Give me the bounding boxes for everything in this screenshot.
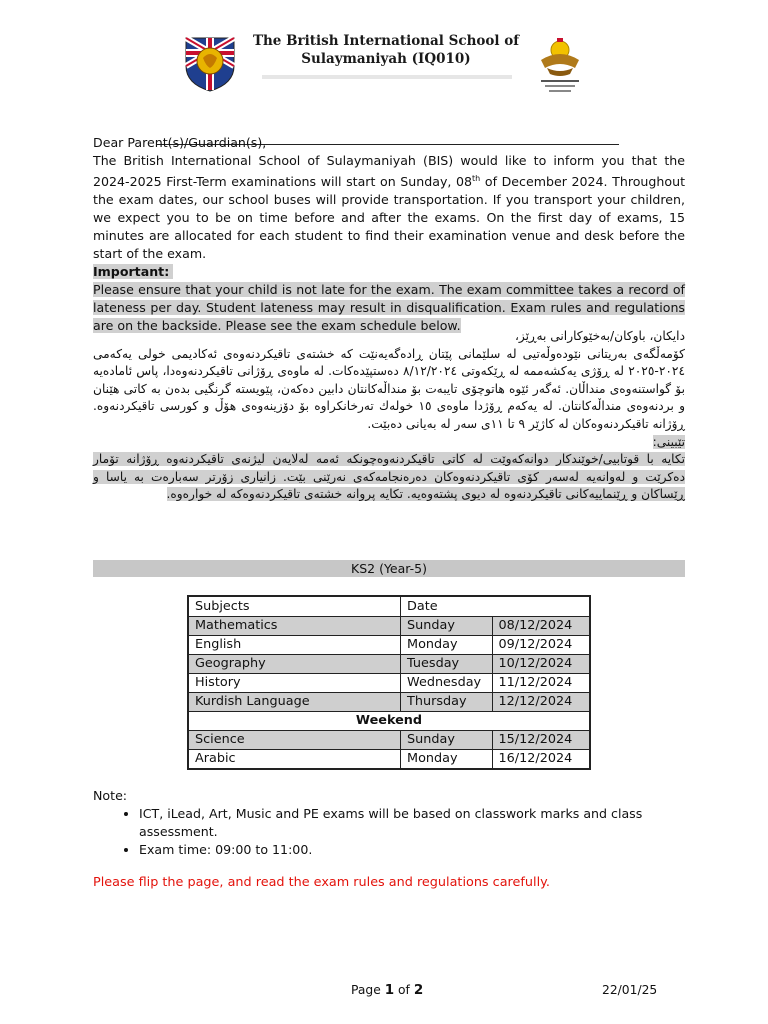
subject-cell: Mathematics bbox=[188, 617, 401, 636]
page-current: 1 bbox=[384, 982, 395, 998]
header-subjects: Subjects bbox=[188, 596, 401, 617]
schedule-title-bar: KS2 (Year-5) bbox=[93, 560, 685, 577]
day-cell: Wednesday bbox=[401, 674, 492, 693]
day-cell: Sunday bbox=[401, 731, 492, 750]
subject-cell: History bbox=[188, 674, 401, 693]
date-cell: 16/12/2024 bbox=[492, 750, 590, 770]
date-cell: 08/12/2024 bbox=[492, 617, 590, 636]
page-word: Page bbox=[351, 983, 381, 997]
date-cell: 15/12/2024 bbox=[492, 731, 590, 750]
kurdish-letter bbox=[93, 328, 685, 504]
flip-page-notice: Please flip the page, and read the exam rules and regulations carefully. bbox=[93, 875, 550, 890]
list-item: • ICT, iLead, Art, Music and PE exams will be based on classwork marks and class assessment. bbox=[139, 805, 685, 841]
day-cell: Monday bbox=[401, 636, 492, 655]
subject-cell: Kurdish Language bbox=[188, 693, 401, 712]
header-date: Date bbox=[401, 596, 590, 617]
weekend-row bbox=[188, 712, 590, 731]
footer-date: 22/01/25 bbox=[602, 983, 658, 997]
day-cell: Monday bbox=[401, 750, 492, 770]
table-row bbox=[188, 750, 590, 770]
date-cell: 09/12/2024 bbox=[492, 636, 590, 655]
school-name-line-2: Sulaymaniyah (IQ010) bbox=[301, 51, 471, 67]
note-label: Note: bbox=[93, 788, 128, 803]
weekend-label: Weekend bbox=[188, 712, 590, 731]
table-row bbox=[188, 731, 590, 750]
kurdish-note-heading bbox=[93, 434, 685, 452]
salutation: Dear Parent(s)/Guardian(s), bbox=[93, 135, 267, 150]
kurdistan-emblem-logo bbox=[535, 30, 585, 96]
header-subtitle-graphic bbox=[262, 72, 512, 82]
kurdish-note-paragraph bbox=[93, 451, 685, 504]
kurdish-note-label: تێبینی: bbox=[652, 434, 685, 449]
important-label: Important: bbox=[93, 264, 173, 279]
important-text: Please ensure that your child is not late for the exam. The exam committee takes a record of lateness per day. Student lateness may result in disqualification. Exam rules and regulations are on the backside. Please see the exam schedule below. bbox=[93, 282, 685, 334]
exam-schedule-table bbox=[187, 595, 591, 770]
letterhead bbox=[0, 28, 768, 118]
table-row bbox=[188, 693, 590, 712]
note-list bbox=[93, 805, 685, 859]
school-name bbox=[244, 32, 528, 68]
list-item: • Exam time: 09:00 to 11:00. bbox=[139, 841, 685, 859]
kurdish-paragraph: کۆمەڵگەی بەریتانی نێودەوڵەتیی لە سلێمانی پێتان ڕادەگەیەنێت کە خشتەی تاقیکردنەوەی ئەکادیمی خولی یەکەمی ٢٠٢٤-٢٠٢٥ لە ڕۆژی یەکشەممە لە ڕێکەوتی ٨/١٢/٢٠٢٤ دەستپێدەکات. لە ماوەی ڕۆژانی تاقیکردنەوەدا، پاس ئامادەیە بۆ گواستنەوەی منداڵان. ئەگەر ئێوە هاتوچۆی تایبەت بۆ منداڵەکانتان دابین دەکەن، پێویستە گرنگیی بدەن بە کاتی هێنان و بردنەوەی منداڵەکانتان. لە یەکەم ڕۆژدا ماوەی ١٥ خولەك تەرخانکراوە بۆ دۆزینەوەی هۆڵ و کورسی تاقیکردنەوە. ڕۆژانە تاقیکردنەوەکان لە کاژێر ٩ تا ١١ی سەر لە بەیانی دەبێت. bbox=[93, 346, 685, 431]
day-cell: Tuesday bbox=[401, 655, 492, 674]
intro-text-part-1: The British International School of Sulaymaniyah (BIS) would like to inform you that the 2024-2025 First-Term examinations will start on Sunday, 08 bbox=[93, 153, 685, 190]
intro-paragraph bbox=[93, 152, 685, 263]
english-letter bbox=[93, 134, 685, 335]
table-row bbox=[188, 617, 590, 636]
kurdish-note-text: تکایە با قوتابیی/خوێندکار دوانەکەوێت لە کاتی تاقیکردنەوەچونکە ئەمە لەلایەن لیژنەی تاقیکردنەوە ڕۆژانە تۆمار دەکرێت و لەوانەیە لەسەر کۆی تاقیکردنەوەکان دەرەنجامەکەی نەرێنی بێت. زانیاری زۆرتر سەبارەت بە یاسا و ڕێساکان و ڕێنماییەکانی تاقیکردنەوە لە دیوی پشتەوەیە. تکایە پروانە خشتەی تاقیکردنەوەکە لە خوارەوە. bbox=[93, 452, 685, 502]
page-total: 2 bbox=[413, 982, 424, 998]
important-heading bbox=[93, 263, 685, 281]
kurdish-salutation: دایکان، باوکان/بەخێوکارانی بەڕێز، bbox=[514, 329, 685, 343]
subject-cell: Science bbox=[188, 731, 401, 750]
subject-cell: Arabic bbox=[188, 750, 401, 770]
table-row bbox=[188, 636, 590, 655]
intro-text-part-2: of December 2024. Throughout the exam dates, our school buses will provide transportation. If you transport your children, we expect you to be on time before and after the exams. On the first day of exams, 15 minutes are allocated for each student to find their examination venue and desk before the start of the exam. bbox=[93, 174, 686, 262]
page-number bbox=[351, 982, 423, 998]
school-crest-logo bbox=[183, 36, 237, 92]
table-row bbox=[188, 674, 590, 693]
note-section bbox=[93, 787, 685, 859]
date-cell: 12/12/2024 bbox=[492, 693, 590, 712]
subject-cell: Geography bbox=[188, 655, 401, 674]
ordinal-suffix: th bbox=[472, 174, 481, 183]
day-cell: Sunday bbox=[401, 617, 492, 636]
of-word: of bbox=[398, 983, 410, 997]
date-cell: 11/12/2024 bbox=[492, 674, 590, 693]
table-row bbox=[188, 655, 590, 674]
subject-cell: English bbox=[188, 636, 401, 655]
table-header-row bbox=[188, 596, 590, 617]
school-name-line-1: The British International School of bbox=[252, 33, 520, 49]
day-cell: Thursday bbox=[401, 693, 492, 712]
date-cell: 10/12/2024 bbox=[492, 655, 590, 674]
